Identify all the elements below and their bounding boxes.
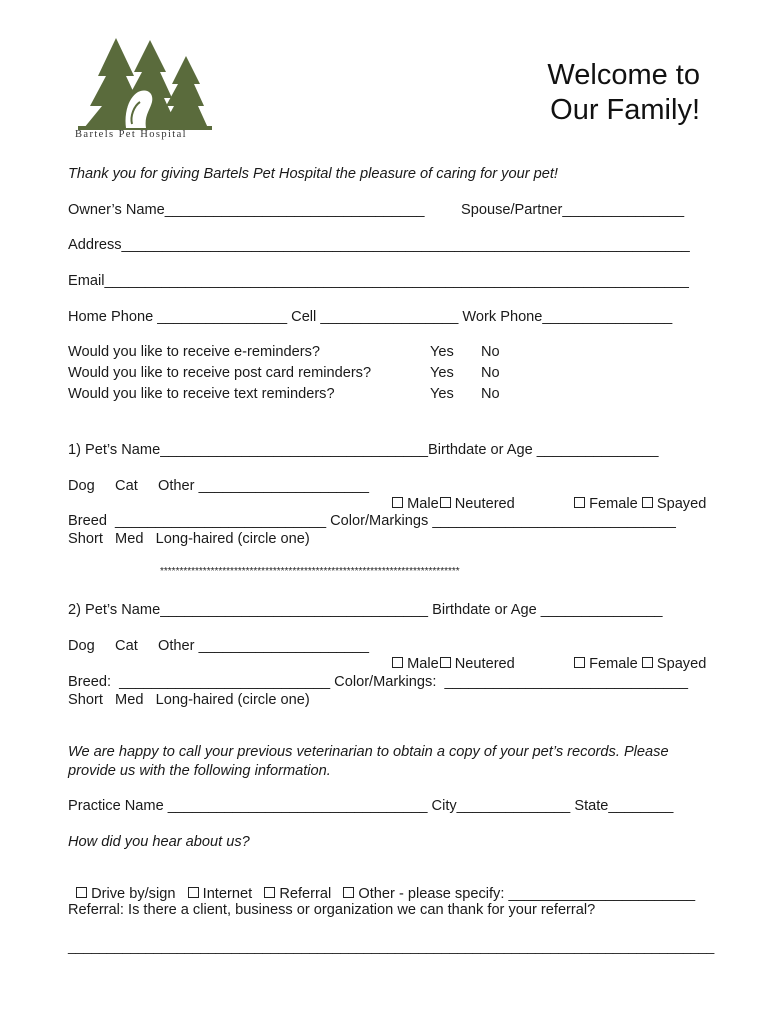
neutered-label: Neutered bbox=[454, 496, 515, 512]
intro-text: Thank you for giving Bartels Pet Hospital the pleasure of caring for your pet! bbox=[68, 166, 558, 182]
records-note-line-2: provide us with the following information. bbox=[68, 763, 331, 779]
logo-text: Bartels Pet Hospital bbox=[75, 129, 187, 140]
male-label: Male bbox=[407, 656, 439, 672]
neutered-label: Neutered bbox=[454, 656, 515, 672]
pet1-name-field[interactable]: 1) Pet’s Name_________________________________Birthdate or Age _______________ bbox=[68, 442, 659, 458]
pet1-breed-field[interactable]: Breed __________________________ Color/Markings ______________________________ bbox=[68, 513, 676, 529]
reminder-no[interactable]: No bbox=[481, 386, 500, 402]
owner-name-field[interactable]: Owner’s Name________________________________ bbox=[68, 202, 425, 218]
reminder-yes[interactable]: Yes bbox=[430, 365, 454, 381]
pet1-species-field[interactable]: Dog Cat Other _____________________ bbox=[68, 478, 370, 494]
reminder-question: Would you like to receive text reminders? bbox=[68, 386, 335, 402]
internet-label: Internet bbox=[202, 886, 253, 902]
checkbox-icon[interactable] bbox=[440, 497, 451, 508]
spouse-field[interactable]: Spouse/Partner_______________ bbox=[461, 202, 685, 218]
checkbox-icon[interactable] bbox=[574, 657, 585, 668]
email-field[interactable]: Email________________________________________________________________________ bbox=[68, 273, 689, 289]
female-label: Female bbox=[589, 496, 638, 512]
reminder-no[interactable]: No bbox=[481, 344, 500, 360]
hear-about-heading: How did you hear about us? bbox=[68, 834, 250, 850]
pet2-species-field[interactable]: Dog Cat Other _____________________ bbox=[68, 638, 370, 654]
reminder-yes[interactable]: Yes bbox=[430, 344, 454, 360]
referral-answer-line[interactable]: ___________________________________________________________________________________ bbox=[68, 938, 715, 954]
drive-by-label: Drive by/sign bbox=[91, 886, 176, 902]
pet1-female-options bbox=[566, 477, 706, 513]
pet2-name-field[interactable]: 2) Pet’s Name_________________________________ Birthdate or Age _______________ bbox=[68, 602, 663, 618]
checkbox-icon[interactable] bbox=[264, 887, 275, 898]
pet2-female-options bbox=[566, 637, 706, 673]
other-label[interactable]: Other - please specify: _______________________ bbox=[358, 886, 696, 902]
reminder-question: Would you like to receive post card reminders? bbox=[68, 365, 372, 381]
phone-fields[interactable]: Home Phone ________________ Cell _________________ Work Phone________________ bbox=[68, 309, 673, 325]
spayed-label: Spayed bbox=[656, 496, 707, 512]
checkbox-icon[interactable] bbox=[642, 497, 653, 508]
checkbox-icon[interactable] bbox=[440, 657, 451, 668]
checkbox-icon[interactable] bbox=[76, 887, 87, 898]
pine-trees-logo-icon bbox=[68, 36, 228, 136]
page-title bbox=[547, 58, 700, 128]
pet1-hair-options[interactable]: Short Med Long-haired (circle one) bbox=[68, 531, 310, 547]
reminder-no[interactable]: No bbox=[481, 365, 500, 381]
male-label: Male bbox=[407, 496, 439, 512]
records-note-line-1: We are happy to call your previous veterinarian to obtain a copy of your pet’s records. Please bbox=[68, 744, 669, 760]
address-field[interactable]: Address______________________________________________________________________ bbox=[68, 237, 690, 253]
checkbox-icon[interactable] bbox=[343, 887, 354, 898]
pet2-sex-options bbox=[384, 637, 515, 673]
checkbox-icon[interactable] bbox=[188, 887, 199, 898]
section-divider: ***************************************************************************** bbox=[160, 566, 460, 577]
referral-source-options bbox=[68, 867, 695, 903]
checkbox-icon[interactable] bbox=[392, 657, 403, 668]
title-line-2: Our Family! bbox=[550, 94, 700, 126]
pet1-sex-options bbox=[384, 477, 515, 513]
reminder-yes[interactable]: Yes bbox=[430, 386, 454, 402]
referral-question: Referral: Is there a client, business or organization we can thank for your referral? bbox=[68, 902, 596, 918]
pet2-breed-field[interactable]: Breed: __________________________ Color/Markings: ______________________________ bbox=[68, 674, 688, 690]
checkbox-icon[interactable] bbox=[392, 497, 403, 508]
practice-field[interactable]: Practice Name ________________________________ City______________ State________ bbox=[68, 798, 674, 814]
pet2-hair-options[interactable]: Short Med Long-haired (circle one) bbox=[68, 692, 310, 708]
checkbox-icon[interactable] bbox=[642, 657, 653, 668]
reminder-question: Would you like to receive e-reminders? bbox=[68, 344, 320, 360]
checkbox-icon[interactable] bbox=[574, 497, 585, 508]
female-label: Female bbox=[589, 656, 638, 672]
spayed-label: Spayed bbox=[656, 656, 707, 672]
referral-label: Referral bbox=[279, 886, 332, 902]
title-line-1: Welcome to bbox=[547, 59, 700, 91]
